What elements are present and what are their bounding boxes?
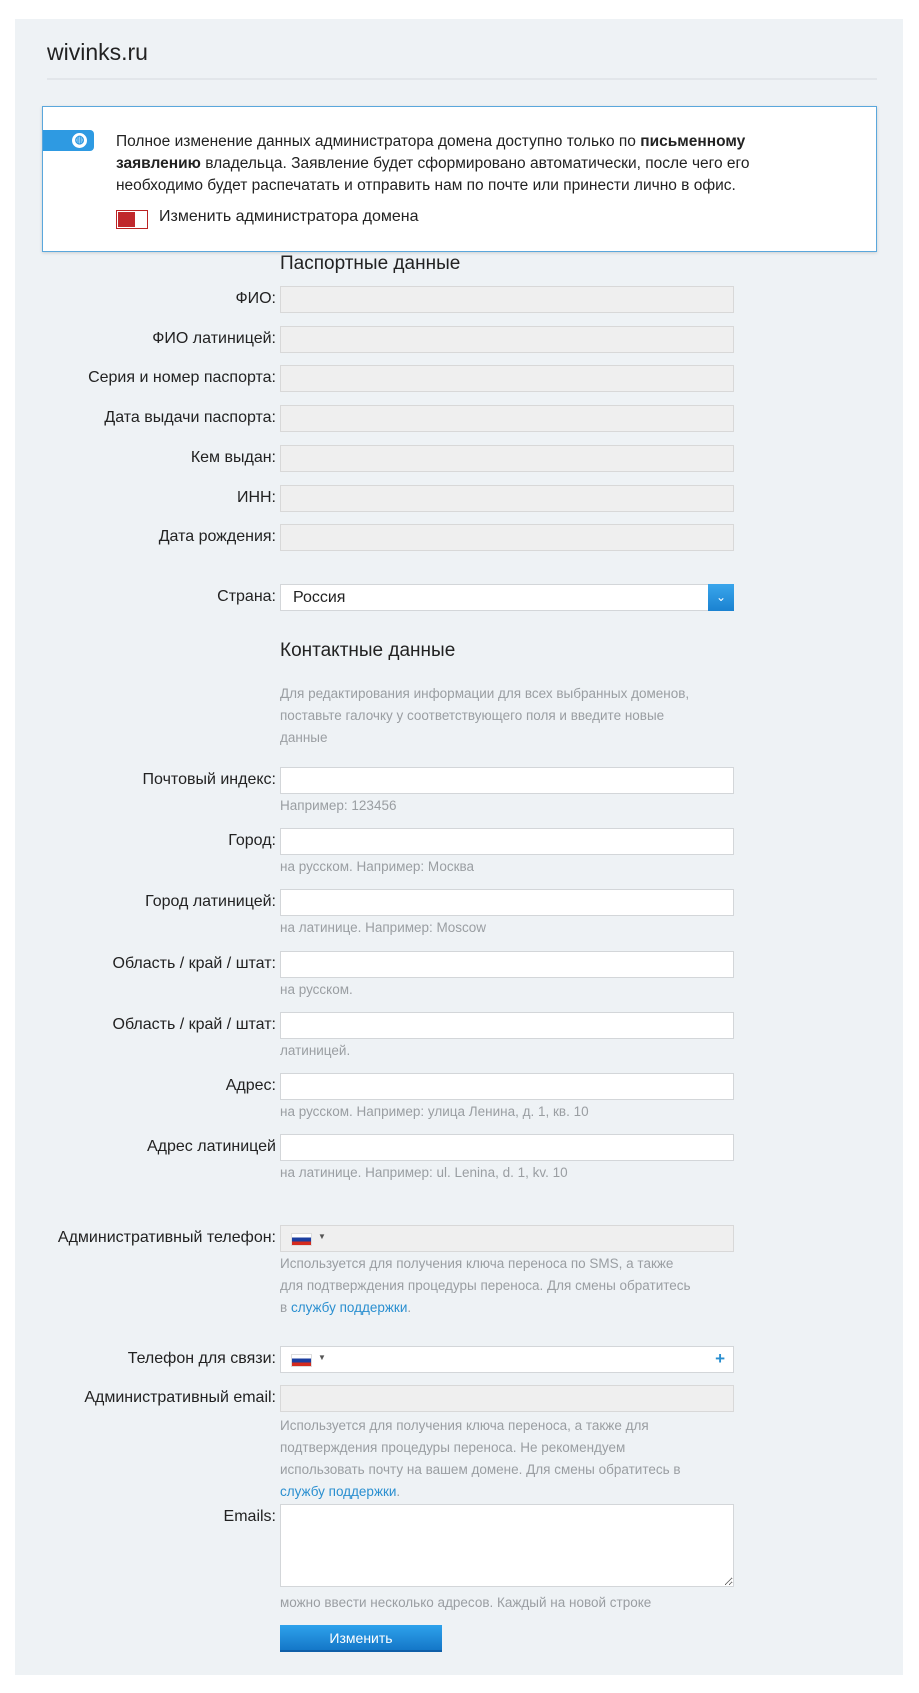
notice-text: Полное изменение данных администратора домена доступно только по письменному заявлению владельца. Заявление будет сформировано автоматически, после чего его необходимо будет распечатать и отправить нам по почте или принести лично в офис. (116, 133, 750, 194)
contact-row (15, 951, 903, 978)
field-label: ИНН: (236, 488, 276, 506)
support-link[interactable]: службу поддержки (290, 1300, 408, 1315)
site-title: wivinks.ru (47, 39, 148, 65)
submit-button[interactable]: Изменить (280, 1625, 442, 1652)
country-select[interactable]: Россия ⌄ (280, 584, 734, 611)
passport-row (15, 286, 903, 313)
admin-email-input[interactable] (280, 1385, 734, 1412)
field-hint: на русском. (280, 981, 353, 997)
passport-row (15, 524, 903, 551)
field-label: Адрес: (225, 1077, 276, 1094)
passport-input[interactable] (280, 405, 734, 432)
admin-phone-row: Административный телефон: ▼ (15, 1225, 903, 1252)
admin-email-row: Административный email: (15, 1385, 903, 1412)
contact-row (15, 1012, 903, 1039)
admin-phone-hint: Используется для получения ключа переноса по SMS, а также для подтверждения процедуры переноса. Для смены обратитесь в службу поддержки. (280, 1256, 691, 1315)
phone-input[interactable] (280, 1346, 734, 1373)
russia-flag-icon (291, 1233, 312, 1246)
contact-row (15, 828, 903, 855)
field-label: Кем выдан: (190, 448, 276, 466)
contact-input[interactable] (280, 828, 734, 855)
field-label: Город латиницей: (145, 893, 276, 911)
passport-input[interactable] (280, 286, 734, 313)
divider (47, 78, 877, 80)
field-hint: латиницей. (280, 1042, 351, 1058)
emails-hint: можно ввести несколько адресов. Каждый на новой строке (280, 1595, 652, 1610)
field-hint: на латинице. Например: Moscow (280, 920, 487, 936)
passport-input[interactable] (280, 326, 734, 353)
passport-title: Паспортные данные (280, 253, 461, 274)
contact-input[interactable] (280, 951, 734, 978)
emails-row: Emails: (15, 1504, 903, 1587)
contact-input[interactable] (280, 1134, 734, 1161)
contact-hint: Для редактирования информации для всех выбранных доменов, поставьте галочку у соответствующего поля и введите новые данные (280, 686, 690, 745)
contact-row (15, 767, 903, 794)
contact-row (15, 1134, 903, 1161)
phone-row: Телефон для связи: ▼ + (15, 1346, 903, 1373)
passport-input[interactable] (280, 524, 734, 551)
caret-down-icon: ▼ (318, 1353, 326, 1362)
contact-row (15, 1073, 903, 1100)
emails-textarea[interactable] (280, 1504, 734, 1587)
field-label: Почтовый индекс: (142, 771, 276, 788)
change-admin-toggle[interactable] (116, 210, 148, 229)
admin-email-hint: Используется для получения ключа переноса, а также для подтверждения процедуры переноса. Не рекомендуем использовать почту на вашем домене. Для смены обратитесь в службу поддержки. (280, 1418, 681, 1499)
passport-row (15, 485, 903, 512)
passport-row (15, 326, 903, 353)
notice-box (42, 106, 877, 252)
russia-flag-icon (291, 1354, 312, 1367)
field-hint: на русском. Например: улица Ленина, д. 1, кв. 10 (280, 1104, 589, 1119)
contact-input[interactable] (280, 1012, 734, 1039)
notice-tab (43, 130, 94, 151)
caret-down-icon: ▼ (318, 1232, 326, 1241)
change-admin-label[interactable]: Изменить администратора домена (159, 208, 419, 225)
passport-input[interactable] (280, 445, 734, 472)
contact-input[interactable] (280, 767, 734, 794)
passport-input[interactable] (280, 365, 734, 392)
field-label: Город: (228, 832, 276, 850)
field-hint: Например: 123456 (280, 798, 397, 813)
passport-row (15, 405, 903, 432)
globe-icon: ◍ (72, 133, 87, 148)
contact-input[interactable] (280, 889, 734, 916)
field-label: Область / край / штат: (112, 1015, 276, 1033)
contact-title: Контактные данные (280, 640, 456, 661)
contact-row (15, 889, 903, 916)
country-row: Страна: Россия ⌄ (15, 584, 903, 611)
passport-row (15, 445, 903, 472)
field-hint: на русском. Например: Москва (280, 859, 475, 875)
contact-input[interactable] (280, 1073, 734, 1100)
passport-input[interactable] (280, 485, 734, 512)
field-label: Адрес латиницей (147, 1138, 276, 1156)
field-label: Серия и номер паспорта: (88, 369, 276, 387)
field-label: ФИО: (235, 290, 276, 307)
chevron-down-icon[interactable]: ⌄ (708, 584, 734, 611)
field-label: ФИО латиницей: (152, 329, 276, 347)
add-phone-button[interactable]: + (715, 1349, 725, 1368)
field-label: Дата рождения: (158, 528, 276, 546)
field-label: Область / край / штат: (112, 954, 276, 972)
passport-row (15, 365, 903, 392)
domain-panel (15, 19, 903, 1675)
support-link[interactable]: службу поддержки (280, 1484, 397, 1499)
admin-phone-input[interactable] (280, 1225, 734, 1252)
field-hint: на латинице. Например: ul. Lenina, d. 1, kv. 10 (280, 1165, 568, 1181)
field-label: Дата выдачи паспорта: (104, 409, 276, 427)
